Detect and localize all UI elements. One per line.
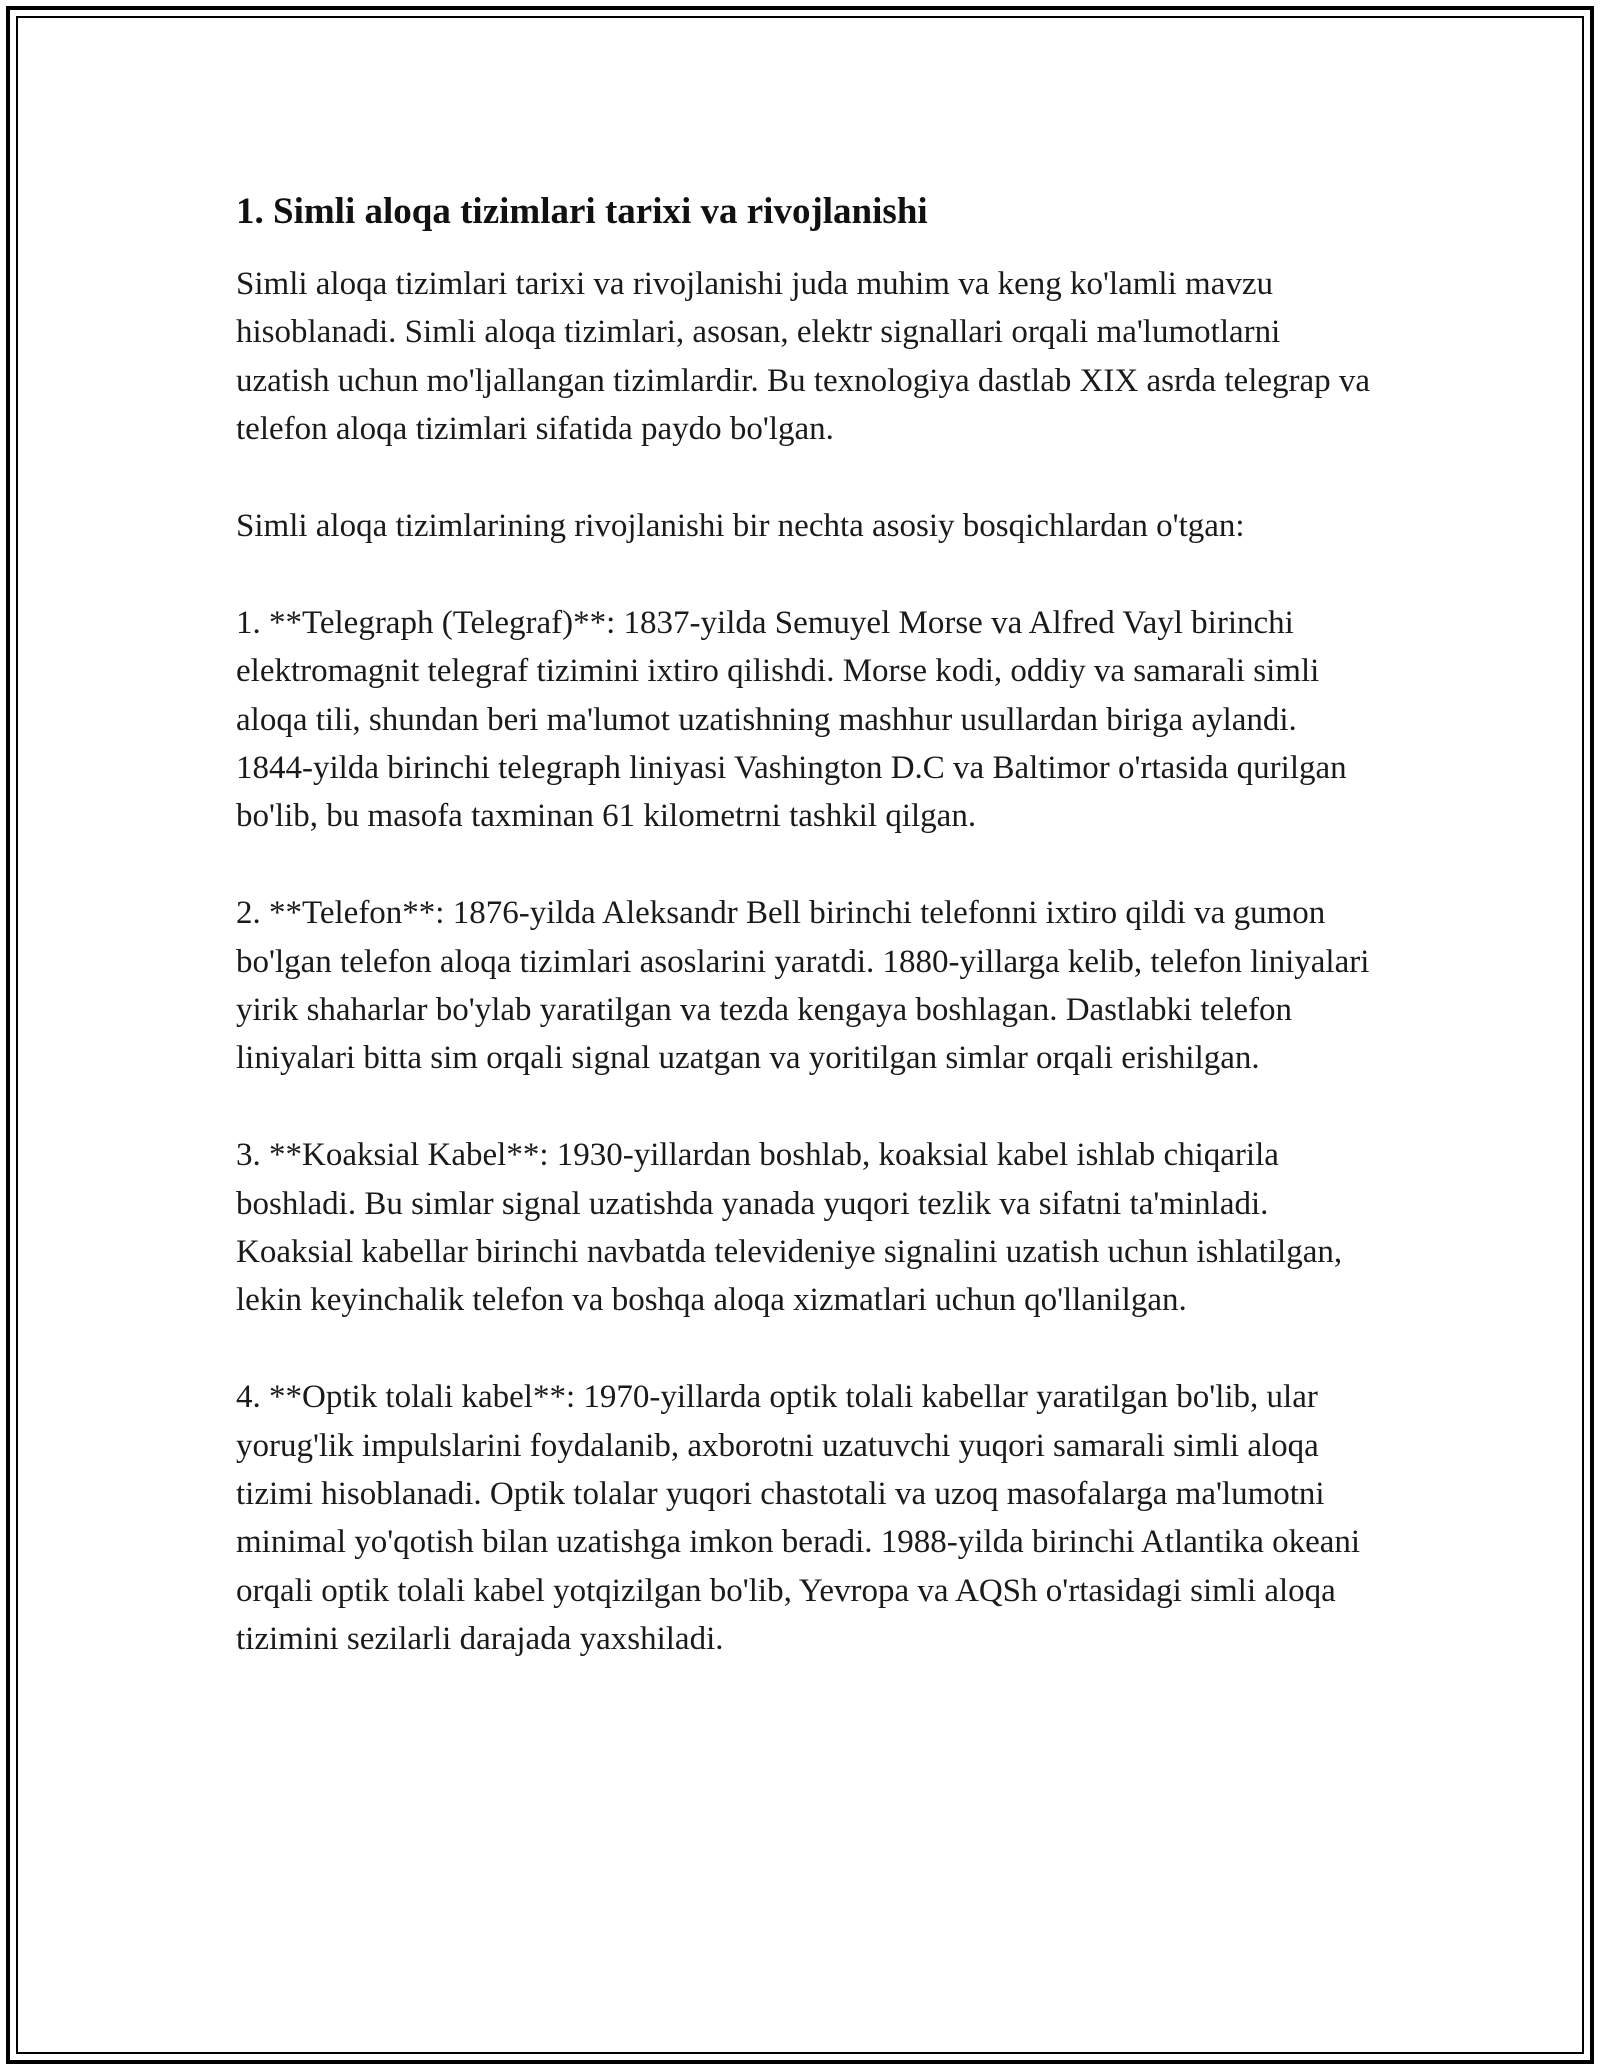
optical-fiber-paragraph: 4. **Optik tolali kabel**: 1970-yillarda optik tolali kabellar yaratilgan bo'lib, ular yorug'lik impulslarini foydalanib, axborotni uzatuvchi yuqori samarali simli aloqa tizimi hisoblanadi. Optik tolalar yuqori chastotali va uzoq masofalarga ma'lumotni minimal yo'qotish bilan uzatishga imkon beradi. 1988-yilda birinchi Atlantika okeani orqali optik tolali kabel yotqizilgan bo'lib, Yevropa va AQSh o'rtasidagi simli aloqa tizimini sezilarli darajada yaxshiladi. [236, 1379, 1361, 1658]
stages-intro-paragraph: Simli aloqa tizimlarining rivojlanishi bir nechta asosiy bosqichlardan o'tgan: [236, 508, 1245, 545]
intro-paragraph: Simli aloqa tizimlari tarixi va rivojlanishi juda muhim va keng ko'lamli mavzu hisoblanadi. Simli aloqa tizimlari, asosan, elektr signallari orqali ma'lumotlarni uzatish uchun mo'ljallangan tizimlardir. Bu texnologiya dastlab XIX asrda telegrap va telefon aloqa tizimlari sifatida paydo bo'lgan. [236, 266, 1371, 448]
telegraph-paragraph: 1. **Telegraph (Telegraf)**: 1837-yilda Semuyel Morse va Alfred Vayl birinchi elektromagnit telegraf tizimini ixtiro qilishdi. Morse kodi, oddiy va samarali simli aloqa tili, shundan beri ma'lumot uzatishning mashhur usullardan biriga aylandi. 1844-yilda birinchi telegraph liniyasi Vashington D.C va Baltimor o'rtasida qurilgan bo'lib, bu masofa taxminan 61 kilometrni tashkil qilgan. [236, 604, 1347, 835]
section-heading: 1. Simli aloqa tizimlari tarixi va rivojlanishi [236, 191, 928, 232]
document-body [236, 188, 1376, 1712]
telephone-paragraph: 2. **Telefon**: 1876-yilda Aleksandr Bell birinchi telefonni ixtiro qildi va gumon bo'lgan telefon aloqa tizimlari asoslarini yaratdi. 1880-yillarga kelib, telefon liniyalari yirik shaharlar bo'ylab yaratilgan va tezda kengaya boshlagan. Dastlabki telefon liniyalari bitta sim orqali signal uzatgan va yoritilgan simlar orqali erishilgan. [236, 895, 1370, 1077]
coaxial-cable-paragraph: 3. **Koaksial Kabel**: 1930-yillardan boshlab, koaksial kabel ishlab chiqarila boshladi. Bu simlar signal uzatishda yanada yuqori tezlik va sifatni ta'minladi. Koaksial kabellar birinchi navbatda televideniye signalini uzatish uchun ishlatilgan, lekin keyinchalik telefon va boshqa aloqa xizmatlari uchun qo'llanilgan. [236, 1137, 1343, 1319]
